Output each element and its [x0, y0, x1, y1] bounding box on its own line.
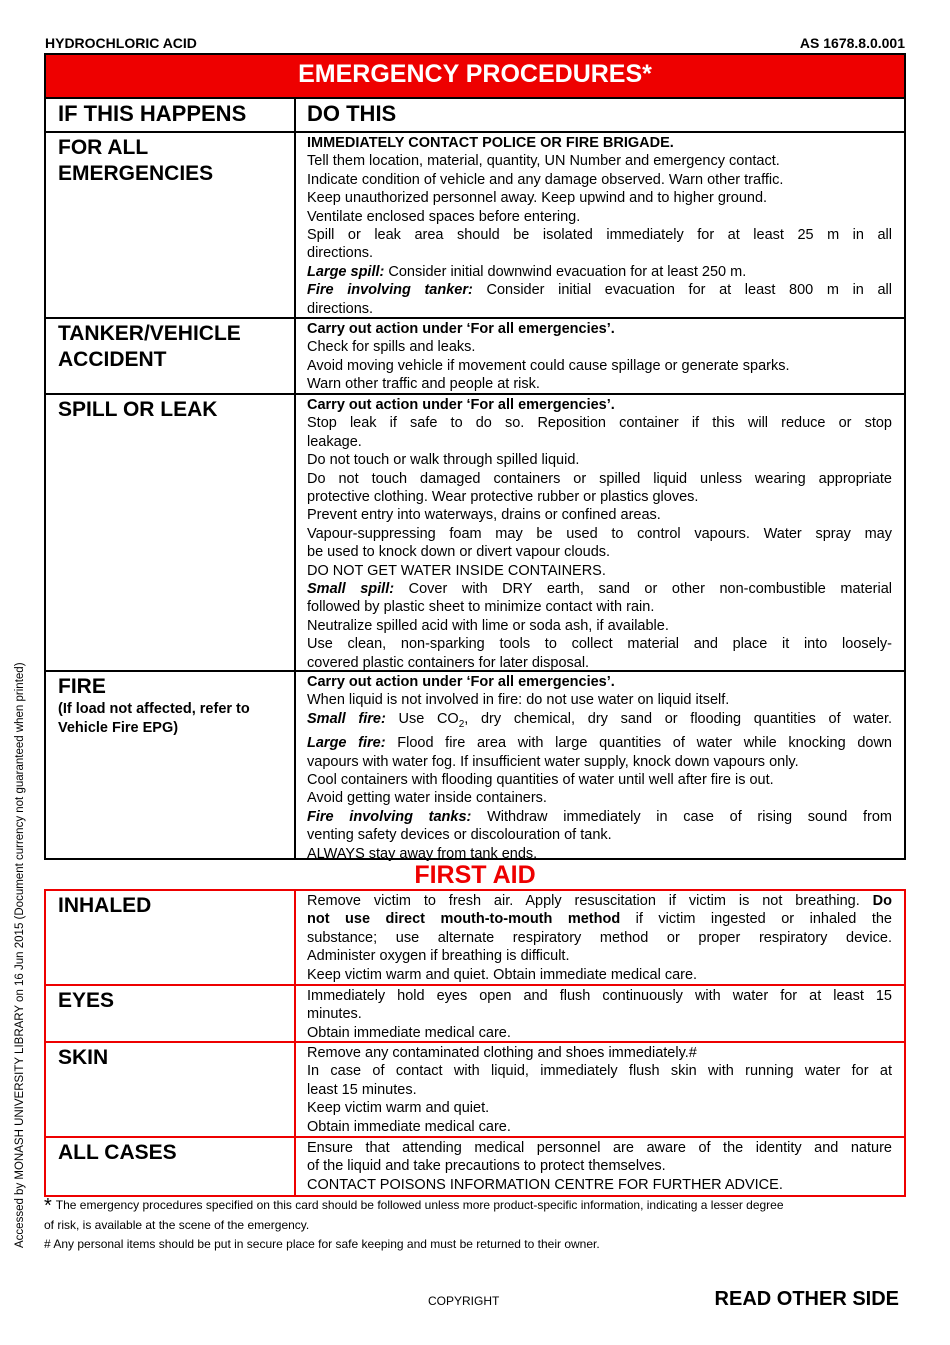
- action-all-cases: [296, 1138, 904, 1195]
- action-line: Remove any contaminated clothing and shoes immediately.#: [307, 1045, 697, 1061]
- text: Remove victim to fresh air. Apply resuscitation if victim is not breathing.: [307, 893, 873, 909]
- cond-label: ALL CASES: [58, 1141, 177, 1164]
- footnote-text: The emergency procedures specified on this card should be followed unless more product-specific information, indicating a lesser degree: [55, 1198, 784, 1212]
- action-line: vapours with water fog. If insufficient water supply, knock down vapours only.: [307, 753, 799, 770]
- emphasis: Large spill:: [307, 263, 385, 280]
- cond-inhaled: [46, 891, 296, 984]
- action-line: [307, 710, 892, 734]
- action-line: When liquid is not involved in fire: do not use water on liquid itself.: [307, 692, 730, 709]
- row-all-emergencies: [46, 133, 904, 319]
- cond-tanker-accident: [46, 319, 296, 393]
- action-line: Keep unauthorized personnel away. Keep upwind and to higher ground.: [307, 190, 768, 207]
- action-line: Avoid moving vehicle if movement could cause spillage or generate sparks.: [307, 357, 790, 374]
- bold-text: Do: [872, 893, 892, 909]
- action-line: Immediately hold eyes open and flush continuously with water for at least 15: [307, 988, 892, 1004]
- text: if victim ingested or inhaled the: [620, 911, 892, 928]
- action-line: followed by plastic sheet to minimize contact with rain.: [307, 599, 655, 616]
- text: Use CO: [385, 710, 459, 727]
- action-line: [307, 734, 892, 752]
- action-line: covered plastic containers for later disposal.: [307, 654, 590, 671]
- text: Consider initial downwind evacuation for at least 250 m.: [384, 263, 747, 280]
- cond-label: TANKER/VEHICLE: [58, 322, 241, 345]
- action-line: Ensure that attending medical personnel are aware of the identity and nature: [307, 1140, 892, 1156]
- action-line: Stop leak if safe to do so. Reposition container if this will reduce or stop: [307, 415, 892, 432]
- cond-spill-or-leak: [46, 395, 296, 670]
- action-line: Check for spills and leaks.: [307, 339, 476, 356]
- action-line: least 15 minutes.: [307, 1081, 417, 1098]
- text: Consider initial evacuation for at least 800 m in all: [472, 282, 892, 299]
- first-aid-title: FIRST AID: [414, 861, 536, 889]
- asterisk-icon: *: [44, 1195, 52, 1217]
- cond-label: EMERGENCIES: [58, 162, 214, 185]
- row-inhaled: [46, 891, 904, 986]
- cond-eyes: [46, 986, 296, 1041]
- cond-label: SKIN: [58, 1046, 109, 1069]
- action-line: [307, 263, 892, 281]
- row-tanker-accident: [46, 319, 904, 395]
- action-line: IMMEDIATELY CONTACT POLICE OR FIRE BRIGADE.: [307, 135, 674, 151]
- subscript: 2: [458, 718, 465, 730]
- cond-fire: [46, 672, 296, 858]
- emergency-procedures-table: [44, 53, 906, 860]
- emphasis: Large fire:: [307, 735, 386, 752]
- action-all-emergencies: [296, 133, 904, 317]
- action-line: Keep victim warm and quiet.: [307, 1100, 490, 1117]
- action-line: Obtain immediate medical care.: [307, 1118, 511, 1135]
- action-line: Warn other traffic and people at risk.: [307, 376, 540, 393]
- text: Flood fire area with large quantities of water while knocking down: [385, 735, 892, 752]
- access-side-note: Accessed by MONASH UNIVERSITY LIBRARY on 16 Jun 2015 (Document currency not guaranteed when printed): [14, 662, 26, 1248]
- action-line: Spill or leak area should be isolated immediately for at least 25 m in all: [307, 227, 892, 244]
- cond-label: ACCIDENT: [58, 348, 167, 371]
- action-line: Tell them location, material, quantity, UN Number and emergency contact.: [307, 153, 780, 170]
- footnote-hash: # Any personal items should be put in secure place for safe keeping and must be returned to their owner.: [44, 1237, 600, 1251]
- action-line: directions.: [307, 245, 374, 262]
- emphasis: Small fire:: [307, 710, 386, 727]
- action-line: [307, 580, 892, 598]
- cond-all-cases: [46, 1138, 296, 1195]
- text: Cover with DRY earth, sand or other non-combustible material: [394, 581, 892, 598]
- substance-name: HYDROCHLORIC ACID: [45, 35, 197, 51]
- action-line: venting safety devices or discolouration of tank.: [307, 827, 612, 844]
- action-line: leakage.: [307, 433, 362, 450]
- action-line: Prevent entry into waterways, drains or confined areas.: [307, 507, 661, 524]
- cond-sublabel: (If load not affected, refer to: [58, 701, 250, 717]
- action-line: Keep victim warm and quiet. Obtain immediate medical care.: [307, 966, 698, 983]
- action-line: Use clean, non-sparking tools to collect material and place it into loosely-: [307, 636, 892, 653]
- row-fire: [46, 672, 904, 862]
- cond-sublabel: Vehicle Fire EPG): [58, 720, 179, 736]
- action-line: [307, 808, 892, 826]
- action-line: of the liquid and take precautions to protect themselves.: [307, 1158, 666, 1175]
- col-do-this: DO THIS: [307, 101, 397, 126]
- action-line: Do not touch damaged containers or spilled liquid unless wearing appropriate: [307, 470, 892, 487]
- action-line: be used to knock down or divert vapour clouds.: [307, 544, 611, 561]
- row-spill-or-leak: [46, 395, 904, 672]
- action-line: ALWAYS stay away from tank ends.: [307, 845, 538, 862]
- action-line: Obtain immediate medical care.: [307, 1024, 511, 1041]
- action-line: DO NOT GET WATER INSIDE CONTAINERS.: [307, 562, 606, 579]
- footnote-star: [44, 1196, 906, 1235]
- action-fire: [296, 672, 904, 862]
- action-skin: [296, 1043, 904, 1136]
- action-line: [307, 281, 892, 299]
- action-line: [307, 892, 892, 910]
- emergency-title: EMERGENCY PROCEDURES*: [46, 55, 904, 99]
- cond-all-emergencies: [46, 133, 296, 317]
- cond-label: EYES: [58, 989, 115, 1012]
- action-line: CONTACT POISONS INFORMATION CENTRE FOR FURTHER ADVICE.: [307, 1176, 783, 1193]
- cond-label: SPILL OR LEAK: [58, 398, 218, 421]
- action-tanker-accident: [296, 319, 904, 393]
- footnote-text: of risk, is available at the scene of the emergency.: [44, 1218, 310, 1232]
- emphasis: Small spill:: [307, 581, 395, 598]
- action-line: Do not touch or walk through spilled liquid.: [307, 452, 580, 469]
- action-line: Carry out action under ‘For all emergencies’.: [307, 674, 615, 690]
- action-line: Neutralize spilled acid with lime or soda ash, if available.: [307, 617, 669, 634]
- bold-text: not use direct mouth-to-mouth method: [307, 911, 621, 928]
- action-line: protective clothing. Wear protective rubber or plastics gloves.: [307, 489, 699, 506]
- cond-label: INHALED: [58, 894, 152, 917]
- row-all-cases: [46, 1138, 904, 1195]
- action-inhaled: [296, 891, 904, 984]
- action-line: Carry out action under ‘For all emergencies’.: [307, 321, 615, 337]
- text: Withdraw immediately in case of rising sound from: [471, 808, 893, 825]
- action-line: minutes.: [307, 1006, 362, 1023]
- action-line: [307, 910, 892, 928]
- emphasis: Fire involving tanker:: [307, 282, 473, 299]
- action-line: directions.: [307, 300, 374, 317]
- action-line: Avoid getting water inside containers.: [307, 790, 547, 807]
- first-aid-table: [44, 889, 906, 1197]
- cond-label: FIRE: [58, 675, 106, 698]
- text: , dry chemical, dry sand or flooding quantities of water.: [464, 710, 893, 727]
- action-line: Administer oxygen if breathing is difficult.: [307, 948, 570, 965]
- action-line: Indicate condition of vehicle and any damage observed. Warn other traffic.: [307, 171, 784, 188]
- col-if-this-happens: IF THIS HAPPENS: [46, 99, 296, 131]
- action-eyes: [296, 986, 904, 1041]
- standard-code: AS 1678.8.0.001: [799, 35, 905, 51]
- copyright-label: COPYRIGHT: [428, 1294, 500, 1308]
- cond-label: FOR ALL: [58, 136, 149, 159]
- action-line: Ventilate enclosed spaces before entering.: [307, 208, 581, 225]
- action-line: Carry out action under ‘For all emergencies’.: [307, 397, 615, 413]
- row-skin: [46, 1043, 904, 1138]
- column-header-row: [46, 99, 904, 133]
- row-eyes: [46, 986, 904, 1043]
- action-line: Vapour-suppressing foam may be used to control vapours. Water spray may: [307, 525, 892, 542]
- cond-skin: [46, 1043, 296, 1136]
- action-line: substance; use alternate respiratory method or proper respiratory device.: [307, 929, 892, 946]
- action-line: Cool containers with flooding quantities of water until well after fire is out.: [307, 771, 774, 788]
- emphasis: Fire involving tanks:: [307, 808, 472, 825]
- action-line: In case of contact with liquid, immediately flush skin with running water for at: [307, 1063, 892, 1080]
- action-spill-or-leak: [296, 395, 904, 670]
- read-other-side: READ OTHER SIDE: [714, 1288, 899, 1310]
